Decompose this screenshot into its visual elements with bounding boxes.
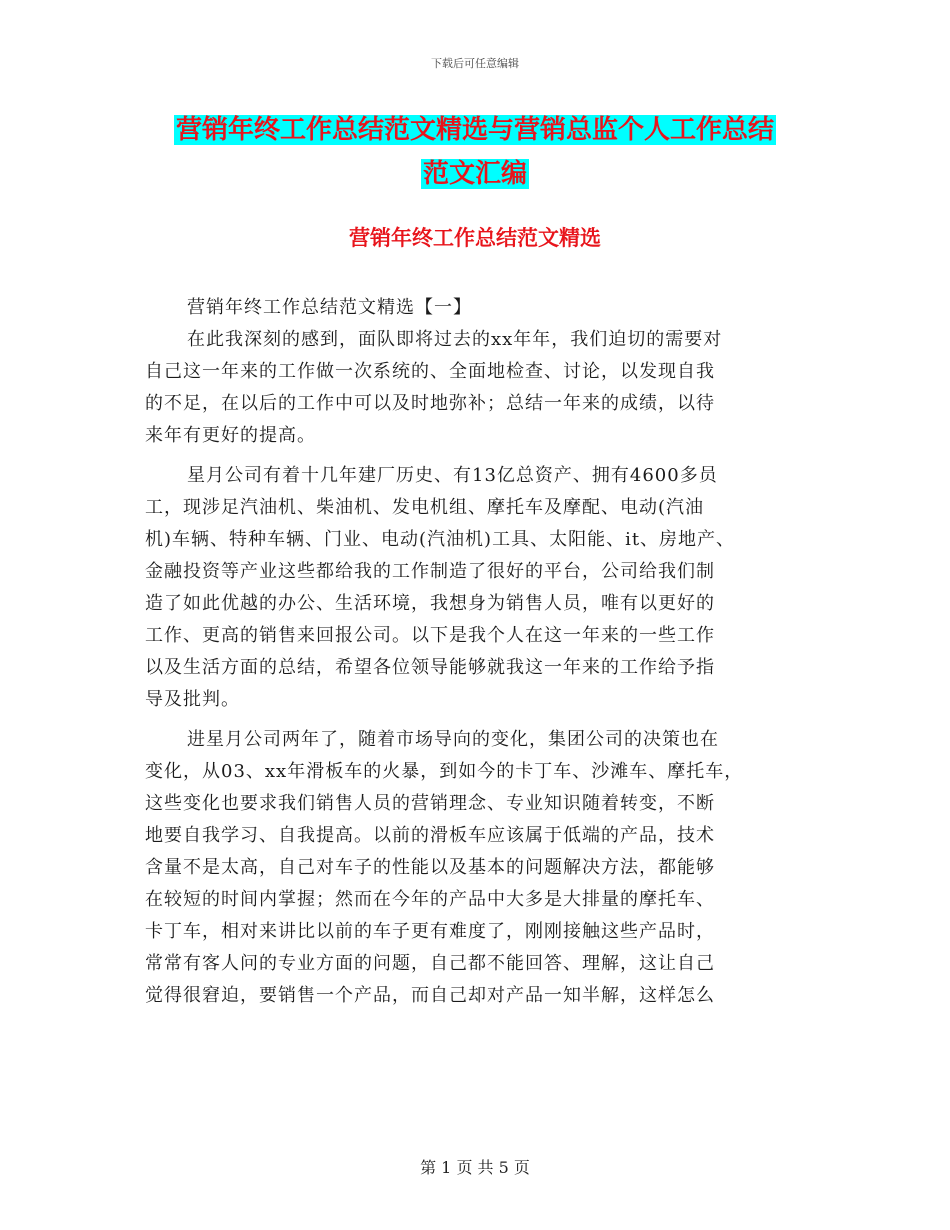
text-line: 金融投资等产业这些都给我的工作制造了很好的平台，公司给我们制: [145, 561, 715, 582]
text-line: 卡丁车，相对来讲比以前的车子更有难度了，刚刚接触这些产品时，: [145, 921, 715, 942]
text-line: 这些变化也要求我们销售人员的营销理念、专业知识随着转变，不断: [145, 793, 715, 814]
document-body: [145, 292, 817, 1012]
text-line: 在此我深刻的感到，面队即将过去的xx年年，我们迫切的需要对: [187, 329, 723, 350]
paragraph: [145, 460, 817, 716]
document-title: [0, 108, 950, 196]
text-line: 导及批判。: [145, 689, 240, 710]
page-header: 下载后可任意编辑: [431, 57, 519, 70]
text-line: 来年有更好的提高。: [145, 425, 316, 446]
text-line: 造了如此优越的办公、生活环境，我想身为销售人员，唯有以更好的: [145, 593, 715, 614]
text-line: 以及生活方面的总结，希望各位领导能够就我这一年来的工作给予指: [145, 657, 715, 678]
document-title-line-2: 范文汇编: [422, 159, 527, 189]
text-line: 觉得很窘迫，要销售一个产品，而自己却对产品一知半解，这样怎么: [145, 985, 715, 1006]
text-line: 星月公司有着十几年建厂历史、有13亿总资产、拥有4600多员: [187, 465, 718, 486]
document-title-line-1: 营销年终工作总结范文精选与营销总监个人工作总结: [175, 115, 774, 145]
paragraph: [145, 724, 817, 1012]
text-line: 营销年终工作总结范文精选【一】: [187, 297, 472, 318]
text-line: 含量不是太高，自己对车子的性能以及基本的问题解决方法，都能够: [145, 857, 715, 878]
text-line: 进星月公司两年了，随着市场导向的变化，集团公司的决策也在: [187, 729, 719, 750]
page-number: 第 1 页 共 5 页: [420, 1158, 530, 1177]
text-line: 自己这一年来的工作做一次系统的、全面地检查、讨论，以发现自我: [145, 361, 715, 382]
text-line: 变化，从03、xx年滑板车的火暴，到如今的卡丁车、沙滩车、摩托车，: [145, 761, 744, 782]
text-line: 常常有客人问的专业方面的问题，自己都不能回答、理解，这让自己: [145, 953, 715, 974]
text-line: 工作、更高的销售来回报公司。以下是我个人在这一年来的一些工作: [145, 625, 715, 646]
text-line: 的不足，在以后的工作中可以及时地弥补；总结一年来的成绩，以待: [145, 393, 715, 414]
text-line: 在较短的时间内掌握；然而在今年的产品中大多是大排量的摩托车、: [145, 889, 715, 910]
section-title: 营销年终工作总结范文精选: [349, 226, 601, 250]
text-line: 机)车辆、特种车辆、门业、电动(汽油机)工具、太阳能、it、房地产、: [145, 529, 736, 550]
paragraph: [145, 292, 817, 324]
text-line: 工，现涉足汽油机、柴油机、发电机组、摩托车及摩配、电动(汽油: [145, 497, 705, 518]
paragraph: [145, 324, 817, 452]
text-line: 地要自我学习、自我提高。以前的滑板车应该属于低端的产品，技术: [145, 825, 715, 846]
